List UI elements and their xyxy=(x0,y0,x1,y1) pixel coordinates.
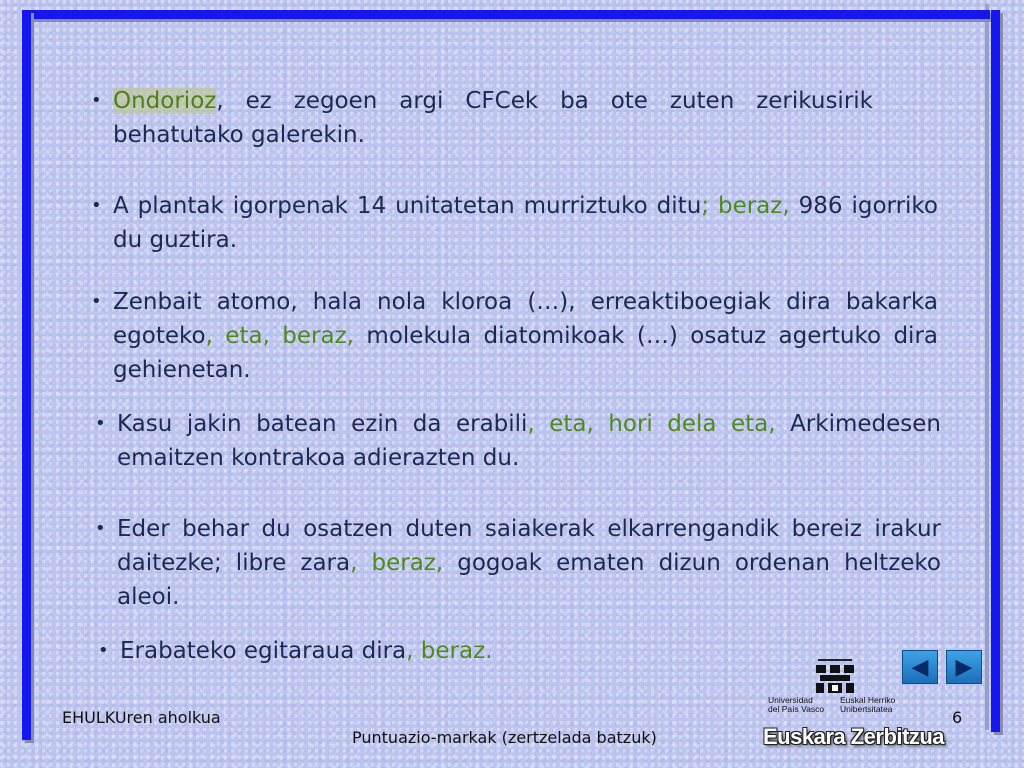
footer-title: Puntuazio-markak (zertzelada batzuk) xyxy=(352,728,657,747)
previous-slide-button[interactable] xyxy=(902,650,938,684)
bullet-item xyxy=(91,189,939,257)
university-name-es: Universidad del País Vasco xyxy=(768,695,825,714)
bullet-icon: • xyxy=(91,291,102,312)
highlighted-connector: Ondorioz xyxy=(113,88,217,114)
bullet-item xyxy=(98,634,720,668)
bullet-item xyxy=(91,285,938,387)
bullet-icon: • xyxy=(91,195,102,216)
highlighted-connector: , beraz, xyxy=(350,550,444,576)
frame-top-border xyxy=(22,10,990,19)
frame-left-border xyxy=(22,10,31,740)
highlighted-connector: ; beraz, xyxy=(701,193,790,219)
frame-shadow xyxy=(985,4,989,730)
bullet-text: , ez zegoen argi CFCek ba ote zuten zerikusirik behatutako galerekin. xyxy=(113,88,873,148)
bullet-text: Erabateko egitaraua dira xyxy=(120,638,407,664)
frame-right-border xyxy=(991,10,1000,732)
highlighted-connector: , eta, beraz, xyxy=(205,323,354,349)
bullet-icon: • xyxy=(98,640,109,661)
bullet-text: Arkimedesen emaitzen kontrakoa adierazten du. xyxy=(117,411,941,471)
university-logo-icon xyxy=(812,655,858,697)
bullet-text: Kasu jakin batean ezin da erabili xyxy=(117,411,528,437)
bullet-item xyxy=(95,512,941,614)
footer-source: EHULKUren aholkua xyxy=(62,708,221,727)
next-slide-button[interactable] xyxy=(946,650,982,684)
page-number: 6 xyxy=(952,708,963,727)
bullet-icon: • xyxy=(95,518,106,539)
highlighted-connector: , beraz. xyxy=(406,638,493,664)
bullet-text: gogoak ematen dizun ordenan heltzeko aleoi. xyxy=(117,550,941,610)
university-name-eu: Euskal Herriko Unibertsitatea xyxy=(840,695,896,714)
bullet-item xyxy=(91,84,873,152)
right-triangle-icon: ▶ xyxy=(955,654,973,680)
bullet-icon: • xyxy=(95,413,106,434)
bullet-text: 986 igorriko du guztira. xyxy=(113,193,939,253)
bullet-text: Eder behar du osatzen duten saiakerak elkarrengandik bereiz irakur daitezke; libre zara xyxy=(117,516,941,576)
bullet-item xyxy=(95,407,941,475)
bullet-icon: • xyxy=(91,90,102,111)
bullet-text: A plantak igorpenak 14 unitatetan murriztuko ditu xyxy=(113,193,702,219)
highlighted-connector: , eta, hori dela eta, xyxy=(527,411,776,437)
left-triangle-icon: ◀ xyxy=(911,654,929,680)
bullet-text: Zenbait atomo, hala nola kloroa (…), erreaktiboegiak dira bakarka egoteko xyxy=(113,289,938,349)
service-stamp: Euskara Zerbitzua xyxy=(763,724,945,749)
bullet-text: molekula diatomikoak (…) osatuz agertuko dira gehienetan. xyxy=(113,323,938,383)
